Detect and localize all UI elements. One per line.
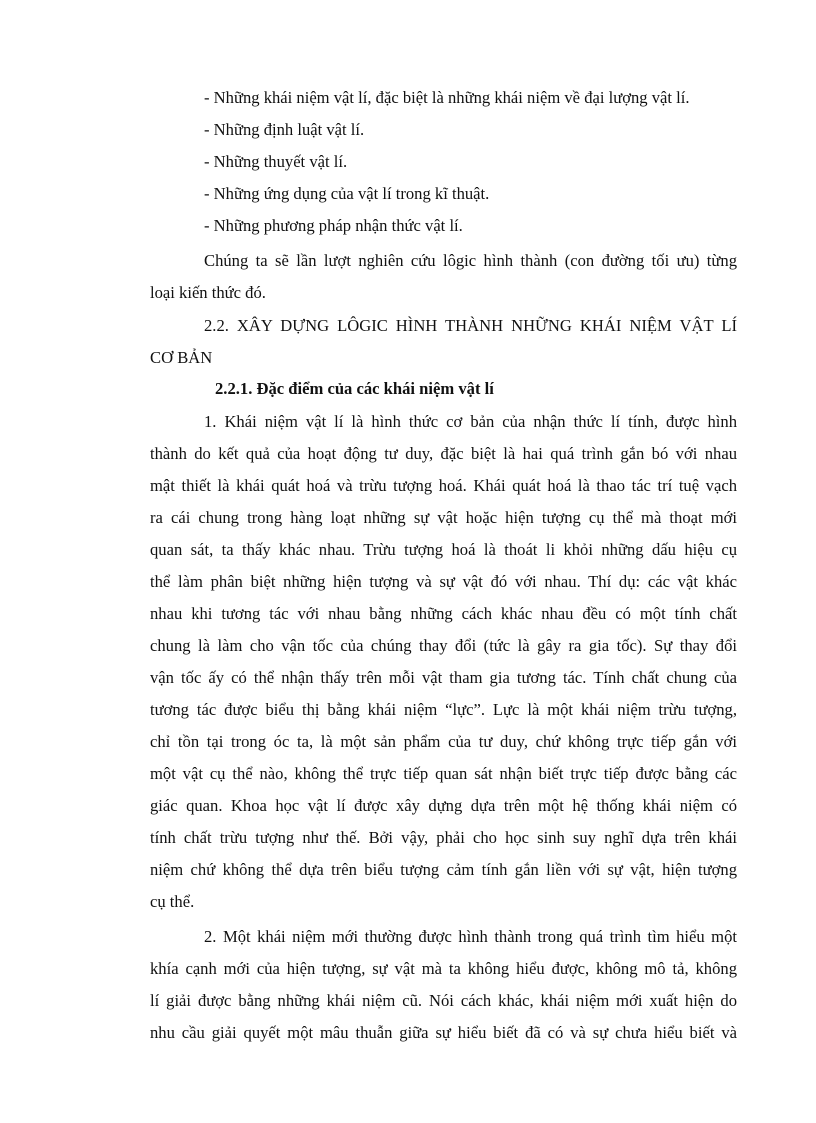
text-line: nhu cầu giải quyết một mâu thuẫn giữa sự hiểu biết đã có và sự chưa hiểu biết và <box>150 1023 737 1042</box>
text-line: Chúng ta sẽ lần lượt nghiên cứu lôgic hình thành (con đường tối ưu) từng <box>204 251 737 270</box>
text-line: tương tác được biểu thị bằng khái niệm “lực”. Lực là một khái niệm trừu tượng, <box>150 700 737 719</box>
text-line: mật thiết là khái quát hoá và trừu tượng hoá. Khái quát hoá là thao tác trí tuệ vạch <box>150 476 737 495</box>
text-line: ra cái chung trong hàng loạt những sự vật hoặc hiện tượng cụ thể mà thoạt mới <box>150 508 737 527</box>
list-item: - Những định luật vật lí. <box>204 120 365 139</box>
text-line: tính chất trừu tượng như thế. Bởi vậy, phải cho học sinh suy nghĩ dựa trên khái <box>150 828 737 847</box>
text-line: 2.2. XÂY DỰNG LÔGIC HÌNH THÀNH NHỮNG KHÁI NIỆM VẬT LÍ <box>204 316 737 335</box>
text-line: thành do kết quả của hoạt động tư duy, đặc biệt là hai quá trình gắn bó với nhau <box>150 444 737 463</box>
text-line: giác quan. Khoa học vật lí được xây dựng dựa trên một hệ thống khái niệm có <box>150 796 737 815</box>
text-line: lí giải được bằng những khái niệm cũ. Nói cách khác, khái niệm mới xuất hiện do <box>150 991 737 1010</box>
list-item: - Những ứng dụng của vật lí trong kĩ thuật. <box>204 184 490 203</box>
text-line: loại kiến thức đó. <box>150 283 266 302</box>
list-item: - Những khái niệm vật lí, đặc biệt là những khái niệm về đại lượng vật lí. <box>204 88 690 107</box>
text-line: chỉ tồn tại trong óc ta, là một sản phẩm của tư duy, chứ không trực tiếp gắn với <box>150 732 737 751</box>
text-line: CƠ BẢN <box>150 348 213 367</box>
text-line: quan sát, ta thấy khác nhau. Trừu tượng hoá là thoát li khỏi những dấu hiệu cụ <box>150 540 737 559</box>
text-line: chung là làm cho vận tốc của chúng thay đổi (tức là gây ra gia tốc). Sự thay đổi <box>150 636 737 655</box>
text-line: nhau khi tương tác với nhau bằng những cách khác nhau đều có một tính chất <box>150 604 737 623</box>
text-line: vận tốc ấy có thể nhận thấy trên mỗi vật tham gia tương tác. Tính chất chung của <box>150 668 737 687</box>
list-item: - Những phương pháp nhận thức vật lí. <box>204 216 463 235</box>
text-line: khía cạnh mới của hiện tượng, sự vật mà ta không hiểu được, không mô tả, không <box>150 959 737 978</box>
text-line: 2. Một khái niệm mới thường được hình thành trong quá trình tìm hiểu một <box>204 927 737 946</box>
subsection-heading: 2.2.1. Đặc điểm của các khái niệm vật lí <box>215 379 494 398</box>
text-line: niệm chứ không thể dựa trên biểu tượng cảm tính gắn liền với sự vật, hiện tượng <box>150 860 737 879</box>
text-line: cụ thể. <box>150 892 195 911</box>
list-item: - Những thuyết vật lí. <box>204 152 348 171</box>
text-line: 1. Khái niệm vật lí là hình thức cơ bản của nhận thức lí tính, được hình <box>204 412 737 431</box>
text-line: thể làm phân biệt những hiện tượng và sự vật đó với nhau. Thí dụ: các vật khác <box>150 572 737 591</box>
text-line: một vật cụ thể nào, không thể trực tiếp quan sát nhận biết trực tiếp được bằng các <box>150 764 737 783</box>
